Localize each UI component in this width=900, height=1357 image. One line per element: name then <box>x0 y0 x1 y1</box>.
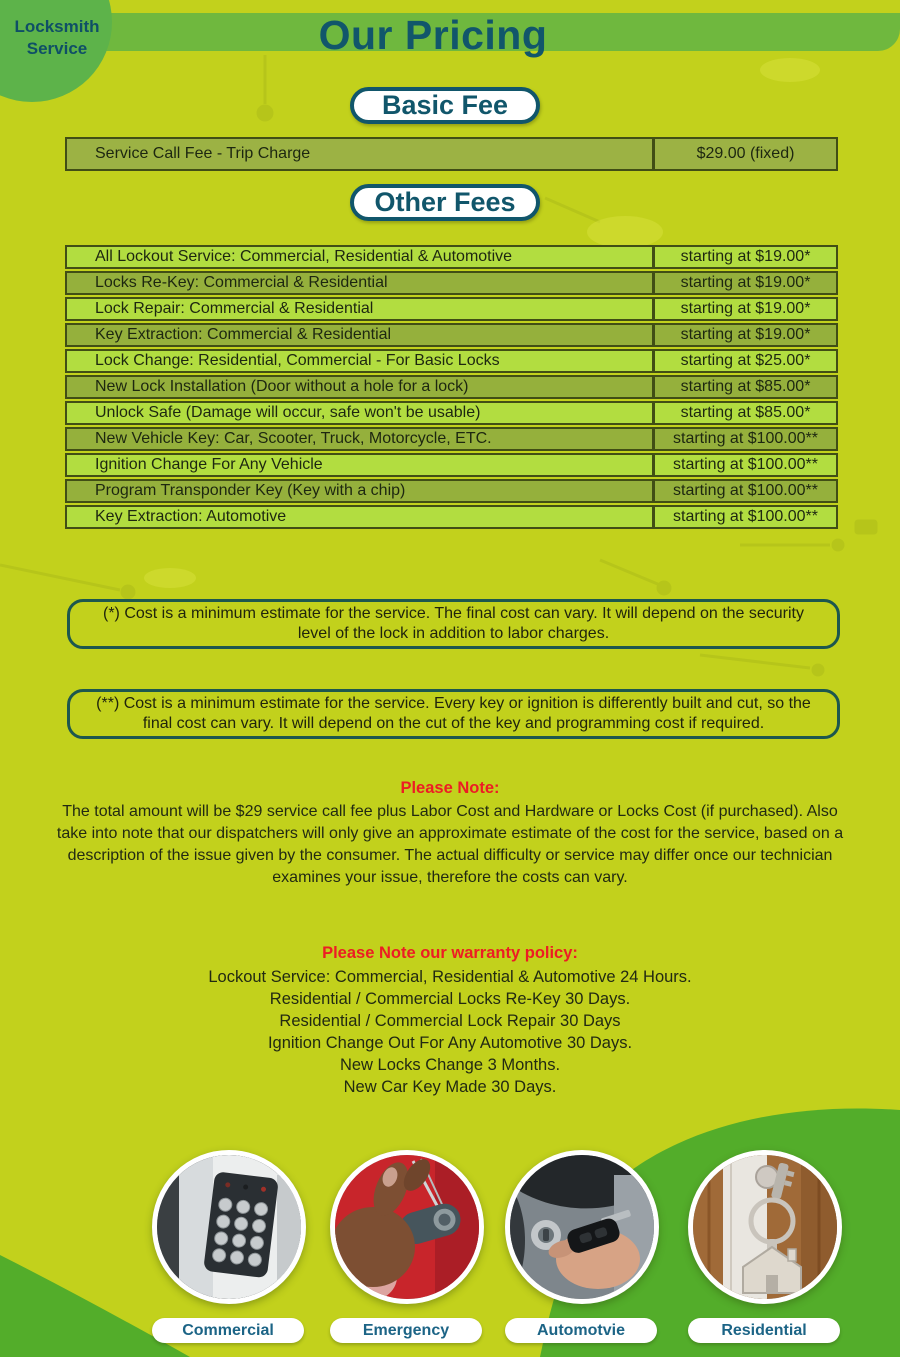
warranty-item: Lockout Service: Commercial, Residential & Automotive 24 Hours. <box>208 968 692 986</box>
price-cell: starting at $85.00* <box>680 404 811 421</box>
service-cell: Lock Repair: Commercial & Residential <box>67 299 655 319</box>
note-double-asterisk: (**) Cost is a minimum estimate for the service. Every key or ignition is differently built and cut, so the final cost can vary. It will depend on the cut of the key and programming cost if required. <box>67 689 840 739</box>
category-label-residential[interactable]: Residential <box>688 1318 840 1343</box>
fee-row <box>65 401 838 425</box>
basic-fee-heading: Basic Fee <box>350 87 540 124</box>
service-cell: Key Extraction: Commercial & Residential <box>67 325 655 345</box>
warranty-item: New Locks Change 3 Months. <box>339 1056 561 1074</box>
fee-row <box>65 297 838 321</box>
fee-row <box>65 479 838 503</box>
price-cell: starting at $85.00* <box>680 378 811 395</box>
service-cell: Lock Change: Residential, Commercial - For Basic Locks <box>67 351 655 371</box>
logo-line1: Locksmith <box>14 17 100 36</box>
warranty-item: Residential / Commercial Lock Repair 30 Days <box>279 1012 621 1030</box>
price-cell: starting at $25.00* <box>680 352 811 369</box>
price-cell: $29.00 (fixed) <box>696 145 795 162</box>
category-label-emergency[interactable]: Emergency <box>330 1318 482 1343</box>
logo-line2: Service <box>26 39 88 58</box>
price-cell: starting at $19.00* <box>680 248 811 265</box>
basic-fee-table <box>65 137 838 171</box>
service-cell: Ignition Change For Any Vehicle <box>67 455 655 475</box>
service-cell: New Vehicle Key: Car, Scooter, Truck, Motorcycle, ETC. <box>67 429 655 449</box>
warranty-item: Residential / Commercial Locks Re-Key 30 Days. <box>269 990 631 1008</box>
service-cell: Locks Re-Key: Commercial & Residential <box>67 273 655 293</box>
price-cell: starting at $100.00** <box>673 456 818 473</box>
price-cell: starting at $19.00* <box>680 326 811 343</box>
price-cell: starting at $100.00** <box>673 508 818 525</box>
warranty-item: Ignition Change Out For Any Automotive 30 Days. <box>267 1034 633 1052</box>
please-note-body: The total amount will be $29 service call fee plus Labor Cost and Hardware or Locks Cost (if purchased). Also take into note that our dispatchers will only give an approximate estimate of the cost for the service, based on a description of the issue given by the consumer. The actual difficulty or service may differ once our technician examines your issue, therefore the costs can vary. <box>56 803 844 886</box>
car-door-lockpick-photo[interactable] <box>330 1150 484 1304</box>
other-fees-table <box>65 245 838 531</box>
service-cell: Key Extraction: Automotive <box>67 507 655 527</box>
fee-row <box>65 349 838 373</box>
price-cell: starting at $100.00** <box>673 430 818 447</box>
warranty-item: New Car Key Made 30 Days. <box>343 1078 557 1096</box>
fee-row <box>65 375 838 399</box>
price-cell: starting at $100.00** <box>673 482 818 499</box>
note-single-asterisk: (*) Cost is a minimum estimate for the service. The final cost can vary. It will depend on the security level of the lock in addition to labor charges. <box>67 599 840 649</box>
service-cell: Unlock Safe (Damage will occur, safe won't be usable) <box>67 403 655 423</box>
category-label-automotive[interactable]: Automotvie <box>505 1318 657 1343</box>
fee-row <box>65 453 838 477</box>
service-cell: Program Transponder Key (Key with a chip) <box>67 481 655 501</box>
service-cell: Service Call Fee - Trip Charge <box>67 139 655 169</box>
price-cell: starting at $19.00* <box>680 300 811 317</box>
fee-row <box>65 505 838 529</box>
other-fees-heading: Other Fees <box>350 184 540 221</box>
service-cell: New Lock Installation (Door without a hole for a lock) <box>67 377 655 397</box>
fee-row <box>65 323 838 347</box>
fee-row <box>65 271 838 295</box>
category-label-commercial[interactable]: Commercial <box>152 1318 304 1343</box>
page-title: Our Pricing <box>318 12 548 58</box>
car-key-ignition-photo[interactable] <box>505 1150 659 1304</box>
warranty-heading: Please Note our warranty policy: <box>322 944 578 962</box>
price-cell: starting at $19.00* <box>680 274 811 291</box>
fee-row <box>65 427 838 451</box>
keypad-door-lock-photo[interactable] <box>152 1150 306 1304</box>
house-keychain-door-photo[interactable] <box>688 1150 842 1304</box>
fee-row <box>65 245 838 269</box>
please-note-heading: Please Note: <box>400 779 500 797</box>
fee-row <box>65 137 838 171</box>
service-cell: All Lockout Service: Commercial, Residential & Automotive <box>67 247 655 267</box>
